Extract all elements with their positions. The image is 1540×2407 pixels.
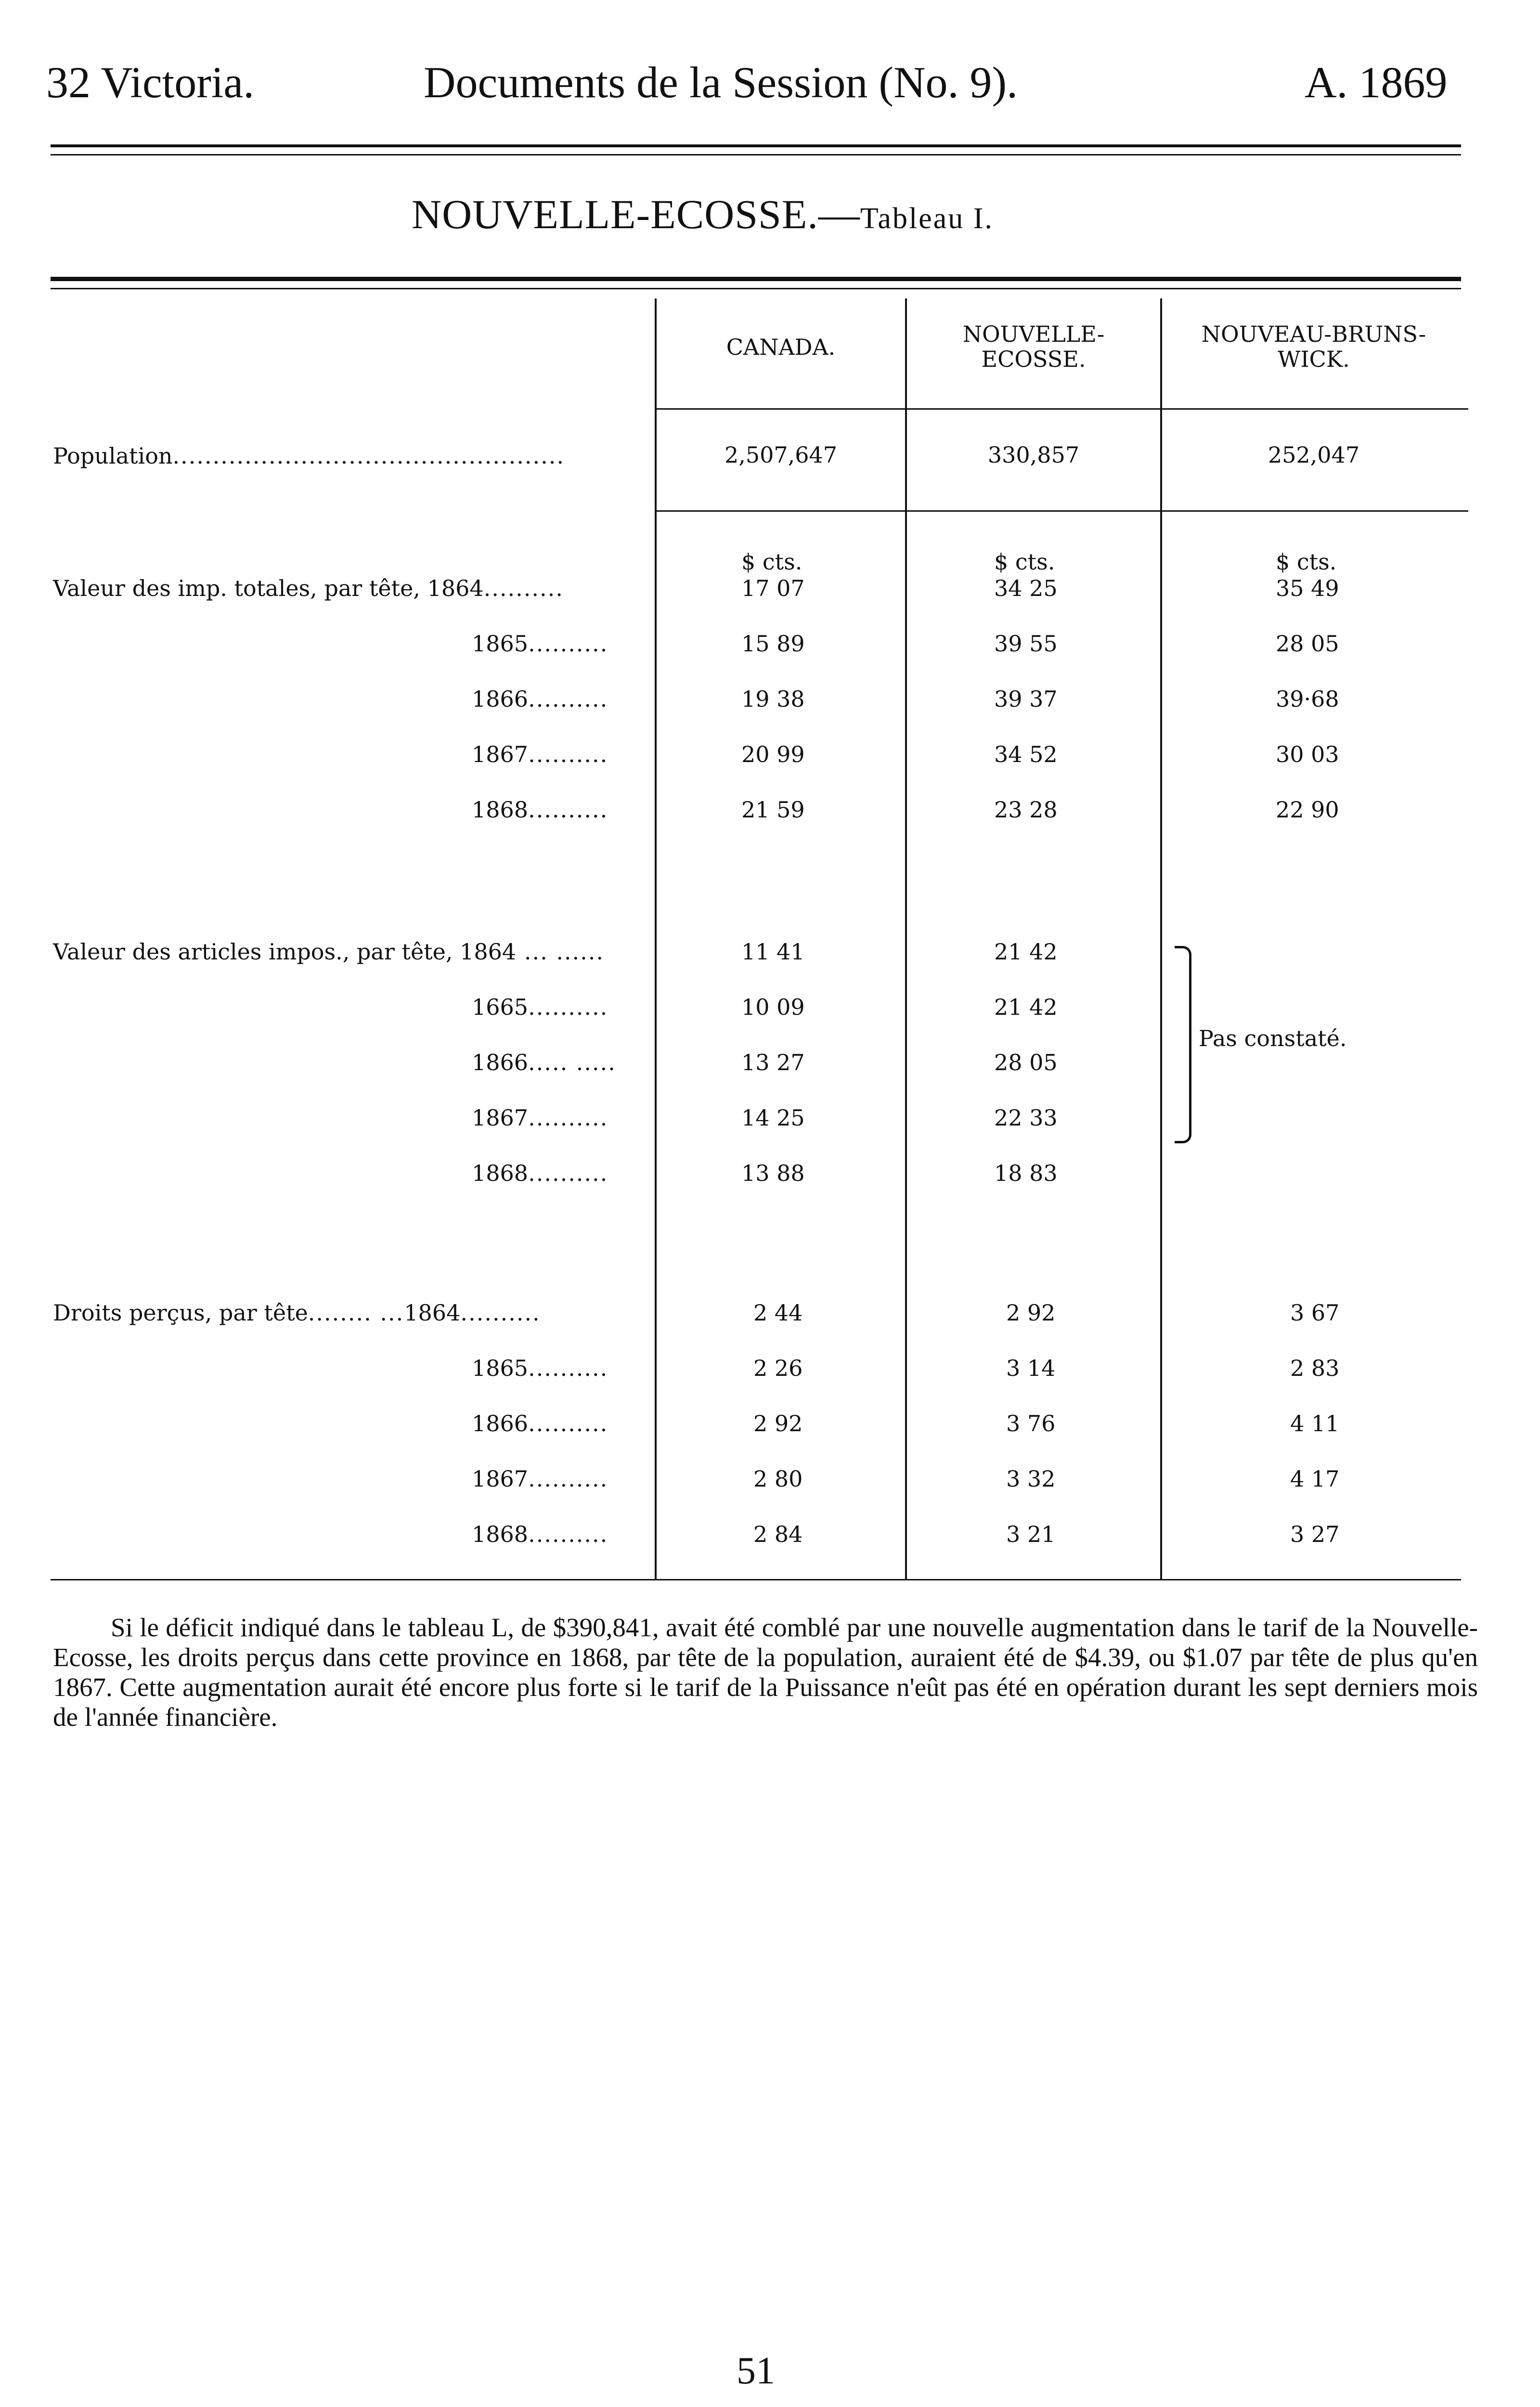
duties-nb-1867: 4 17 (1290, 1466, 1340, 1492)
articles-year-row: 1665.......... (472, 994, 608, 1020)
duties-year-row: 1865.......... (472, 1355, 608, 1381)
duties-canada-1865: 2 26 (753, 1355, 803, 1381)
articles-ne-1864: 21 42 (994, 939, 1058, 965)
col-header-nouveau-brunswick (1162, 322, 1465, 372)
col-header-canada (657, 335, 905, 360)
column-divider-2 (905, 298, 907, 1579)
population-canada: 2,507,647 (724, 442, 838, 468)
articles-ne-1868: 18 83 (994, 1160, 1058, 1186)
imports-nb-1866: 39·68 (1276, 686, 1339, 712)
imports-nb-1865: 28 05 (1276, 631, 1339, 657)
col-header-nb-line1: NOUVEAU-BRUNS- (1201, 321, 1426, 347)
title-rule-thick (51, 277, 1461, 281)
articles-year-1867: 1867 (472, 1105, 529, 1131)
imports-year-1866: 1866 (472, 686, 529, 712)
articles-ne-1665: 21 42 (994, 994, 1058, 1020)
imports-ne-1865: 39 55 (994, 631, 1058, 657)
running-head-left: 32 Victoria. (46, 58, 255, 107)
header-rule-top (51, 144, 1461, 147)
articles-canada-1665: 10 09 (741, 994, 805, 1020)
units-ne: $ cts. (994, 549, 1055, 575)
duties-ne-1866: 3 76 (1006, 1411, 1056, 1436)
duties-label: Droits perçus, par tête........ ...1864.......... (53, 1300, 541, 1326)
imports-year-row: 1866.......... (472, 686, 608, 712)
duties-year-row: 1866.......... (472, 1411, 608, 1436)
nb-not-recorded: Pas constaté. (1199, 1025, 1347, 1051)
articles-ne-1867: 22 33 (994, 1105, 1058, 1131)
imports-ne-1864: 34 25 (994, 575, 1058, 601)
imports-nb-1864: 35 49 (1276, 575, 1339, 601)
imports-ne-1866: 39 37 (994, 686, 1058, 712)
articles-ne-1866: 28 05 (994, 1049, 1058, 1075)
imports-year-1865: 1865 (472, 631, 529, 657)
col-header-ne-line2: ECOSSE. (981, 346, 1086, 372)
table-bottom-rule (51, 1579, 1461, 1580)
articles-canada-1867: 14 25 (741, 1105, 805, 1131)
imports-year-1864: 1864 (427, 575, 484, 601)
imports-canada-1866: 19 38 (741, 686, 805, 712)
duties-ne-1868: 3 21 (1006, 1521, 1056, 1547)
imports-nb-1867: 30 03 (1276, 741, 1339, 767)
imports-year-1867: 1867 (472, 741, 529, 767)
column-divider-1 (655, 298, 657, 1579)
table-title (412, 190, 994, 238)
duties-canada-1867: 2 80 (753, 1466, 803, 1492)
duties-year-1865: 1865 (472, 1355, 529, 1381)
title-rule-thin (51, 288, 1461, 289)
imports-canada-1868: 21 59 (741, 797, 805, 823)
duties-canada-1868: 2 84 (753, 1521, 803, 1547)
duties-nb-1865: 2 83 (1290, 1355, 1340, 1381)
running-head-center: Documents de la Session (No. 9). (424, 58, 1018, 107)
col-header-nouvelle-ecosse (907, 322, 1160, 372)
page-number: 51 (737, 2350, 775, 2392)
table-title-sub: Tableau I. (860, 202, 994, 235)
duties-year-1864: 1864 (404, 1300, 461, 1326)
table-title-main: NOUVELLE-ECOSSE.— (412, 191, 860, 237)
articles-year-row: 1866..... ..... (472, 1049, 616, 1075)
articles-year-1665: 1665 (472, 994, 529, 1020)
duties-canada-1864: 2 44 (753, 1300, 803, 1326)
units-nb: $ cts. (1276, 549, 1337, 575)
imports-year-row: 1868.......... (472, 797, 608, 823)
header-underline (655, 408, 1468, 410)
duties-label-text: Droits perçus, par tête (53, 1300, 308, 1326)
population-underline (655, 510, 1468, 512)
column-divider-3 (1160, 298, 1162, 1579)
articles-year-1868: 1868 (472, 1160, 529, 1186)
table-footnote: Si le déficit indiqué dans le tableau L, de $390,841, avait été comblé par une nouvelle augmentation dans le tarif de la Nouvelle-Ecosse, les droits perçus dans cette province en 1868, par tête de la population, auraient été de $4.39, ou $1.07 par tête de plus qu'en 1867. Cette augmentation aurait été encore plus forte si le tarif de la Puissance n'eût pas été en opération durant les sept derniers mois de l'année financière. (53, 1613, 1478, 1732)
articles-label: Valeur des articles impos., par tête, 1864 ... ...... (53, 939, 605, 965)
imports-canada-1865: 15 89 (741, 631, 805, 657)
duties-ne-1867: 3 32 (1006, 1466, 1056, 1492)
duties-nb-1868: 3 27 (1290, 1521, 1340, 1547)
duties-year-1866: 1866 (472, 1411, 529, 1436)
imports-year-row: 1867.......... (472, 741, 608, 767)
articles-canada-1866: 13 27 (741, 1049, 805, 1075)
articles-canada-1864: 11 41 (741, 939, 805, 965)
articles-year-1866: 1866 (472, 1049, 529, 1075)
articles-label-text: Valeur des articles impos., par tête, (53, 939, 453, 965)
col-header-canada-text: CANADA. (726, 334, 836, 360)
duties-canada-1866: 2 92 (753, 1411, 803, 1436)
imports-label: Valeur des imp. totales, par tête, 1864.......... (53, 575, 564, 601)
duties-year-1868: 1868 (472, 1521, 529, 1547)
articles-year-row: 1867.......... (472, 1105, 608, 1131)
imports-year-row: 1865.......... (472, 631, 608, 657)
population-label-text: Population (53, 443, 173, 469)
units-canada: $ cts. (741, 549, 802, 575)
articles-year-row: 1868.......... (472, 1160, 608, 1186)
duties-ne-1865: 3 14 (1006, 1355, 1056, 1381)
imports-year-1868: 1868 (472, 797, 529, 823)
imports-canada-1864: 17 07 (741, 575, 805, 601)
running-head-right: A. 1869 (1305, 58, 1448, 107)
population-nb: 252,047 (1268, 442, 1360, 468)
imports-ne-1867: 34 52 (994, 741, 1058, 767)
imports-ne-1868: 23 28 (994, 797, 1058, 823)
col-header-ne-line1: NOUVELLE- (962, 321, 1105, 347)
nb-brace (1175, 946, 1191, 1143)
imports-label-text: Valeur des imp. totales, par tête, (53, 575, 420, 601)
imports-canada-1867: 20 99 (741, 741, 805, 767)
articles-year-1864: 1864 (460, 939, 517, 965)
population-ne: 330,857 (987, 442, 1080, 468)
header-rule-bottom (51, 154, 1461, 155)
population-label: Population................................................. (53, 443, 565, 469)
duties-nb-1866: 4 11 (1290, 1411, 1340, 1436)
duties-year-row: 1868.......... (472, 1521, 608, 1547)
duties-nb-1864: 3 67 (1290, 1300, 1340, 1326)
duties-ne-1864: 2 92 (1006, 1300, 1056, 1326)
articles-canada-1868: 13 88 (741, 1160, 805, 1186)
duties-year-1867: 1867 (472, 1466, 529, 1492)
imports-nb-1868: 22 90 (1276, 797, 1339, 823)
duties-year-row: 1867.......... (472, 1466, 608, 1492)
col-header-nb-line2: WICK. (1278, 346, 1350, 372)
